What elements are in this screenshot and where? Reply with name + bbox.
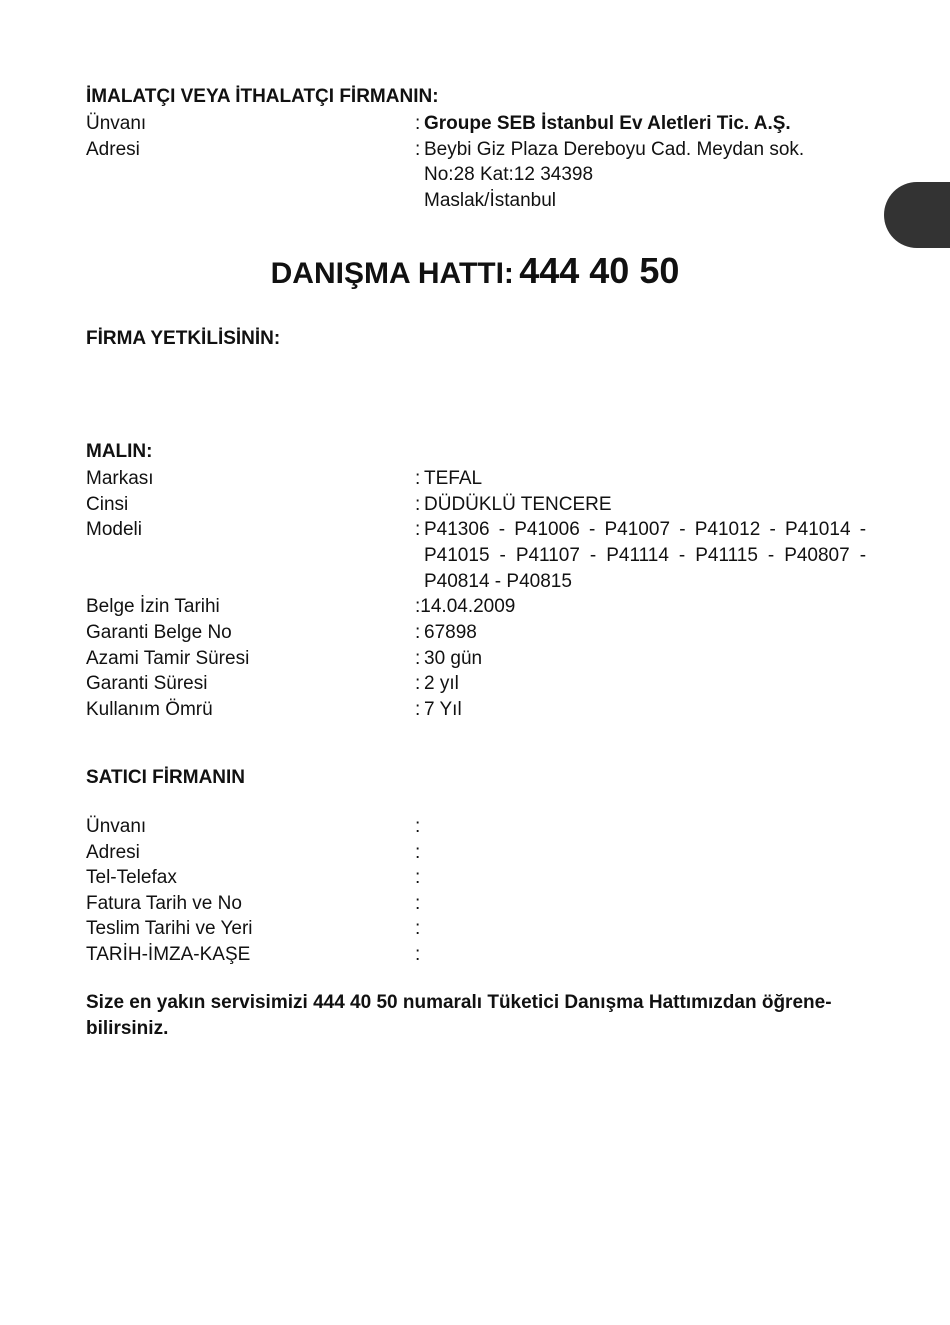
seller-signature-row <box>86 942 866 968</box>
model-dash: - <box>678 545 686 566</box>
field-value: 7 Yıl <box>424 699 462 720</box>
model-dash: - <box>767 545 775 566</box>
colon: : <box>415 139 421 160</box>
model-code: P41012 <box>694 519 761 540</box>
field-value: 67898 <box>424 622 477 643</box>
model-code: P41007 <box>604 519 671 540</box>
colon: : <box>415 893 421 914</box>
manufacturer-name-row <box>86 111 866 137</box>
field-value: Groupe SEB İstanbul Ev Aletleri Tic. A.Ş. <box>424 113 791 134</box>
model-dash: - <box>859 519 867 540</box>
model-line-3: P40814 - P40815 <box>424 571 572 592</box>
model-dash: - <box>498 519 506 540</box>
repair-time-row <box>86 646 866 672</box>
seller-address-row <box>86 840 866 866</box>
field-label: TARİH-İMZA-KAŞE <box>86 944 251 965</box>
colon: : <box>415 673 421 694</box>
field-value: 2 yıl <box>424 673 459 694</box>
model-line-1 <box>424 517 866 543</box>
colon: : <box>415 816 421 837</box>
model-code: P41114 <box>606 545 669 566</box>
field-label: Cinsi <box>86 494 129 515</box>
model-code: P41006 <box>514 519 580 540</box>
product-title: MALIN: <box>86 441 153 462</box>
field-value: Beybi Giz Plaza Dereboyu Cad. Meydan sok. <box>424 139 805 160</box>
model-dash: - <box>859 545 867 566</box>
colon: : <box>415 622 421 643</box>
manufacturer-address-row <box>86 137 866 163</box>
cert-date-row <box>86 594 866 620</box>
colon: : <box>415 494 421 515</box>
hotline-label: DANIŞMA HATTI: <box>270 257 514 290</box>
field-label: Azami Tamir Süresi <box>86 648 250 669</box>
seller-invoice-row <box>86 891 866 917</box>
seller-delivery-row <box>86 916 866 942</box>
colon: : <box>415 842 421 863</box>
seller-title: SATICI FİRMANIN <box>86 767 246 788</box>
field-label: Fatura Tarih ve No <box>86 893 242 914</box>
address-line: No:28 Kat:12 34398 <box>424 164 594 185</box>
field-label: Ünvanı <box>86 816 147 837</box>
model-dash: - <box>588 519 596 540</box>
field-label: Ünvanı <box>86 113 147 134</box>
field-value: TEFAL <box>424 468 483 489</box>
field-label: Kullanım Ömrü <box>86 699 213 720</box>
colon: : <box>415 867 421 888</box>
model-dash: - <box>769 519 776 540</box>
field-value: DÜDÜKLÜ TENCERE <box>424 494 612 515</box>
field-value: 30 gün <box>424 648 483 669</box>
field-label: Teslim Tarihi ve Yeri <box>86 918 253 939</box>
colon: : <box>415 113 421 134</box>
type-row <box>86 492 866 518</box>
hotline-number: 444 40 50 <box>519 250 680 291</box>
colon: : <box>415 918 421 939</box>
seller-phone-row <box>86 865 866 891</box>
model-code: P40807 <box>784 545 850 566</box>
field-label: Markası <box>86 468 154 489</box>
model-code: P41014 <box>785 519 851 540</box>
lifetime-row <box>86 697 866 723</box>
field-label: Adresi <box>86 139 140 160</box>
model-line-2 <box>424 543 866 569</box>
seller-name-row <box>86 814 866 840</box>
brand-row <box>86 466 866 492</box>
warranty-no-row <box>86 620 866 646</box>
colon: : <box>415 944 421 965</box>
warranty-period-row <box>86 671 866 697</box>
model-code: P41107 <box>515 545 580 566</box>
colon: : <box>415 468 421 489</box>
field-label: Modeli <box>86 519 142 540</box>
field-label: Tel-Telefax <box>86 867 177 888</box>
model-dash: - <box>679 519 686 540</box>
colon: : <box>415 648 421 669</box>
field-label: Adresi <box>86 842 140 863</box>
field-label: Garanti Süresi <box>86 673 208 694</box>
field-value: :14.04.2009 <box>415 596 516 617</box>
hotline-heading <box>0 250 950 291</box>
model-code: P41306 <box>424 519 490 540</box>
service-note: Size en yakın servisimizi 444 40 50 numaralı Tüketici Danışma Hattımızdan öğrene-bilirsiniz. <box>86 992 832 1039</box>
field-label: Garanti Belge No <box>86 622 232 643</box>
colon: : <box>415 699 421 720</box>
page-tab-marker <box>884 182 950 248</box>
model-code: P41115 <box>695 545 758 566</box>
colon: : <box>415 519 421 540</box>
address-line: Maslak/İstanbul <box>424 190 557 211</box>
firm-rep-title: FİRMA YETKİLİSİNİN: <box>86 328 281 349</box>
model-code: P41015 <box>424 545 490 566</box>
field-label: Belge İzin Tarihi <box>86 596 220 617</box>
model-dash: - <box>589 545 597 566</box>
model-dash: - <box>499 545 506 566</box>
manufacturer-title: İMALATÇI VEYA İTHALATÇI FİRMANIN: <box>86 86 439 107</box>
